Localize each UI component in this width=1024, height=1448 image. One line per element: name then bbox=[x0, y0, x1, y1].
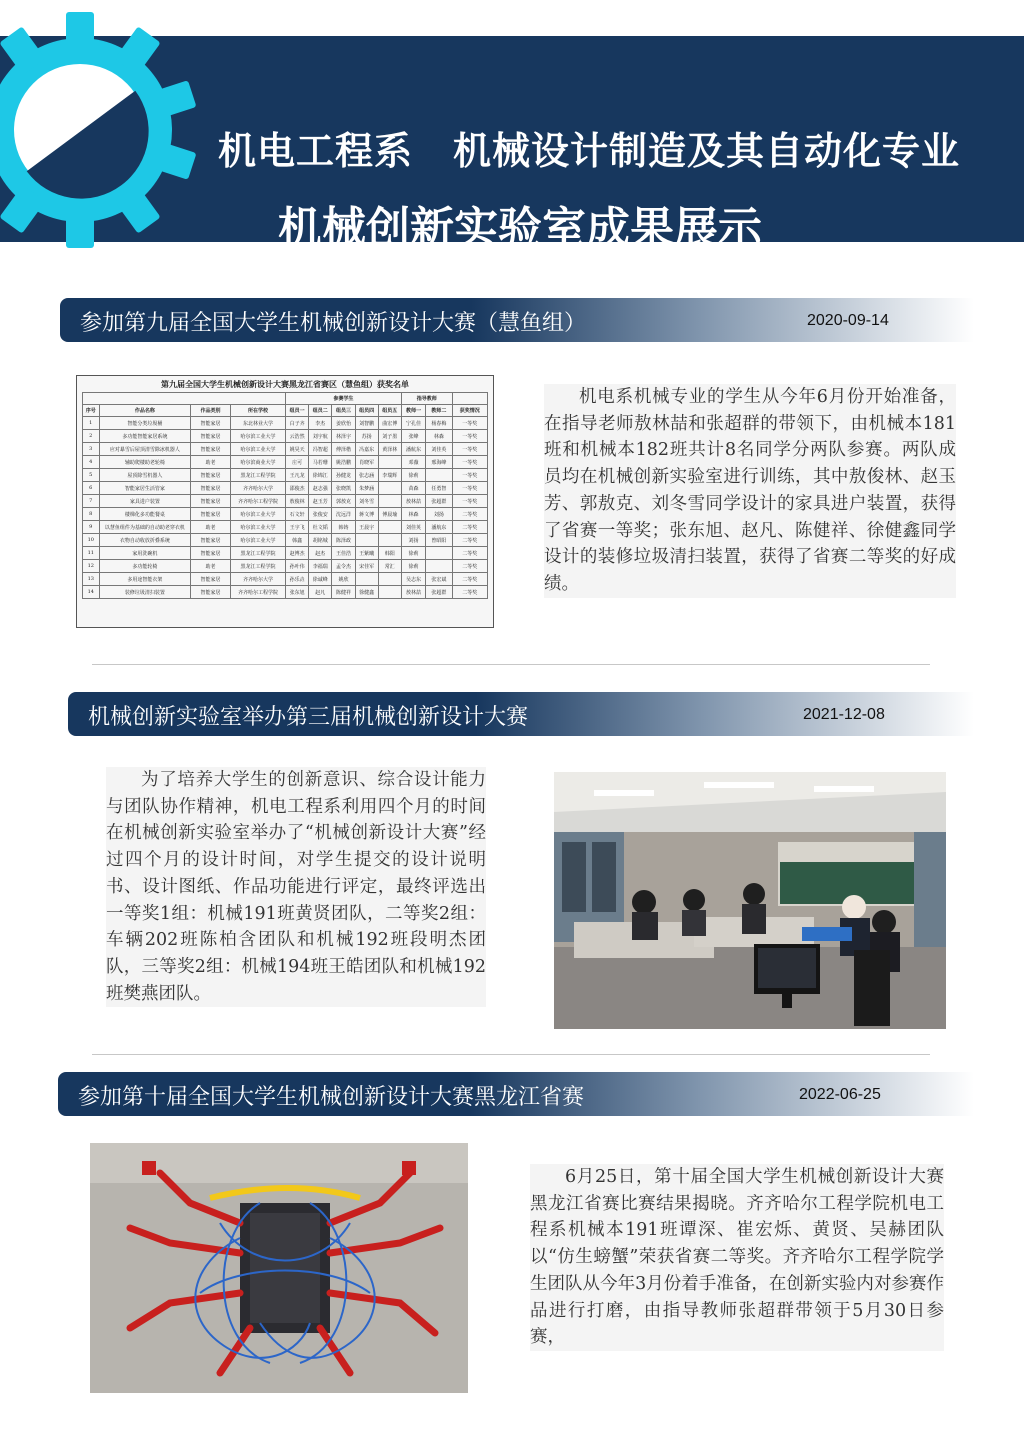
table-cell: 智能家居 bbox=[191, 547, 231, 560]
table-cell: 王佳浩 bbox=[332, 547, 355, 560]
table-cell: 10 bbox=[83, 534, 100, 547]
table-row bbox=[83, 521, 488, 534]
table-row bbox=[83, 508, 488, 521]
department-name: 机电工程系 bbox=[218, 129, 414, 173]
table-cell: 智能家居 bbox=[191, 417, 231, 430]
table-cell: 刘扬 bbox=[426, 508, 452, 521]
table-cell: 苗森 bbox=[401, 482, 425, 495]
classroom-photo-illustration bbox=[554, 772, 946, 1029]
table-cell bbox=[426, 469, 452, 482]
table-cell: 曲宏博 bbox=[378, 417, 401, 430]
table-cell bbox=[378, 521, 401, 534]
table-cell: 14 bbox=[83, 586, 100, 599]
page-title: 机械创新实验室成果展示 bbox=[278, 203, 762, 254]
table-cell: 一等奖 bbox=[452, 495, 487, 508]
table-cell bbox=[355, 534, 378, 547]
table-cell: 黄泽林 bbox=[378, 443, 401, 456]
table-cell bbox=[378, 456, 401, 469]
table-cell: 刘扬 bbox=[401, 534, 425, 547]
table-cell: 家具进户装置 bbox=[99, 495, 191, 508]
award-table-group-header-row bbox=[83, 393, 488, 405]
table-cell: 智能分类垃圾桶 bbox=[99, 417, 191, 430]
table-cell: 马若珊 bbox=[309, 456, 332, 469]
header-department-line bbox=[218, 120, 960, 175]
page-header bbox=[0, 36, 1024, 254]
table-cell: 家用洗碗机 bbox=[99, 547, 191, 560]
award-table-header-cell: 教师二 bbox=[426, 405, 452, 417]
table-cell: 张超群 bbox=[426, 586, 452, 599]
table-cell: 助老 bbox=[191, 521, 231, 534]
award-table-header-cell: 组员四 bbox=[355, 405, 378, 417]
table-cell: 朱梦涵 bbox=[355, 482, 378, 495]
award-table-header-cell: 组员二 bbox=[309, 405, 332, 417]
table-cell: 哈尔滨工业大学 bbox=[230, 521, 285, 534]
table-cell: 杨春梅 bbox=[426, 417, 452, 430]
crab-robot-photo bbox=[90, 1143, 468, 1393]
table-cell: 多功能智能家居系统 bbox=[99, 430, 191, 443]
table-cell: 刘宇航 bbox=[309, 430, 332, 443]
award-table-header-cell: 教师一 bbox=[401, 405, 425, 417]
award-table-header-row bbox=[83, 405, 488, 417]
section-3-date: 2022-06-25 bbox=[799, 1086, 881, 1103]
table-cell: 二等奖 bbox=[452, 573, 487, 586]
table-cell: 智能家居 bbox=[191, 508, 231, 521]
table-cell: 一等奖 bbox=[452, 443, 487, 456]
section-2-title: 机械创新实验室举办第三届机械创新设计大赛 bbox=[88, 705, 529, 730]
classroom-photo bbox=[554, 772, 946, 1029]
table-cell: 郭敖克 bbox=[332, 495, 355, 508]
table-cell bbox=[355, 573, 378, 586]
table-cell: 哈尔滨工业大学 bbox=[230, 508, 285, 521]
table-cell: 傅晨瑜 bbox=[378, 508, 401, 521]
table-cell: 刘佳英 bbox=[426, 443, 452, 456]
table-cell: 陈泽政 bbox=[332, 534, 355, 547]
table-row bbox=[83, 482, 488, 495]
table-cell: 石文轩 bbox=[286, 508, 309, 521]
table-cell: 9 bbox=[83, 521, 100, 534]
table-cell: 一等奖 bbox=[452, 417, 487, 430]
table-cell: 蒋文博 bbox=[355, 508, 378, 521]
table-cell: 11 bbox=[83, 547, 100, 560]
table-cell: 5 bbox=[83, 469, 100, 482]
table-cell: 徐锦江 bbox=[309, 469, 332, 482]
table-cell bbox=[378, 534, 401, 547]
advisors-group-header: 指导教师 bbox=[401, 393, 452, 405]
table-cell: 邢海峰 bbox=[426, 456, 452, 469]
table-cell: 敖林喆 bbox=[401, 586, 425, 599]
table-cell: 助老 bbox=[191, 456, 231, 469]
table-cell: 哈尔滨商业大学 bbox=[230, 456, 285, 469]
table-cell: 助老 bbox=[191, 560, 231, 573]
table-cell: 4 bbox=[83, 456, 100, 469]
table-cell: 二等奖 bbox=[452, 508, 487, 521]
table-cell: 李杰 bbox=[309, 417, 332, 430]
table-cell bbox=[426, 560, 452, 573]
table-row bbox=[83, 430, 488, 443]
table-cell: 二等奖 bbox=[452, 586, 487, 599]
table-cell: 智能家居生活管家 bbox=[99, 482, 191, 495]
table-cell: 齐齐哈尔大学 bbox=[230, 573, 285, 586]
award-table-header-cell: 组员五 bbox=[378, 405, 401, 417]
table-cell: 徐莉 bbox=[401, 469, 425, 482]
table-cell: 装修垃圾清扫装置 bbox=[99, 586, 191, 599]
section-divider-1 bbox=[92, 664, 930, 665]
table-cell: 赵玉芳 bbox=[309, 495, 332, 508]
table-cell: 7 bbox=[83, 495, 100, 508]
table-cell: 孟令杰 bbox=[332, 560, 355, 573]
table-cell: 刘子墨 bbox=[378, 430, 401, 443]
table-row bbox=[83, 495, 488, 508]
table-cell: 赵凡 bbox=[309, 586, 332, 599]
table-cell bbox=[378, 482, 401, 495]
table-cell: 吴志东 bbox=[401, 573, 425, 586]
table-cell: 冯智超 bbox=[309, 443, 332, 456]
table-cell: 宁孔佳 bbox=[401, 417, 425, 430]
table-cell: 刘佳英 bbox=[401, 521, 425, 534]
table-cell: 二等奖 bbox=[452, 560, 487, 573]
table-cell: 一等奖 bbox=[452, 482, 487, 495]
table-cell: 张超群 bbox=[426, 495, 452, 508]
table-cell: 张宏斌 bbox=[426, 573, 452, 586]
table-cell: 韩铸 bbox=[332, 521, 355, 534]
table-row bbox=[83, 547, 488, 560]
table-cell: 庄可 bbox=[286, 456, 309, 469]
section-1-title-bar bbox=[60, 298, 974, 342]
table-cell: 智能家居 bbox=[191, 430, 231, 443]
table-cell: 屋顶除雪机器人 bbox=[99, 469, 191, 482]
table-row bbox=[83, 534, 488, 547]
award-table-header-cell: 序号 bbox=[83, 405, 100, 417]
table-cell: 黑龙江工程学院 bbox=[230, 469, 285, 482]
table-cell: 姚浩鹏 bbox=[332, 456, 355, 469]
table-cell: 齐齐哈尔大学 bbox=[230, 482, 285, 495]
table-cell: 3 bbox=[83, 443, 100, 456]
section-1-title: 参加第九届全国大学生机械创新设计大赛（慧鱼组） bbox=[80, 311, 587, 336]
table-cell: 敖俊林 bbox=[286, 495, 309, 508]
major-name: 机械设计制造及其自动化专业 bbox=[453, 129, 961, 173]
table-cell: 邵俊杰 bbox=[286, 482, 309, 495]
table-cell: 韩鑫 bbox=[286, 534, 309, 547]
table-cell: 应对暴雪后屋顶清雪除冰机器人 bbox=[99, 443, 191, 456]
table-cell: 曾昭阳 bbox=[426, 534, 452, 547]
table-cell: 智能家居 bbox=[191, 482, 231, 495]
award-table-header-cell: 组员三 bbox=[332, 405, 355, 417]
section-3-title: 参加第十届全国大学生机械创新设计大赛黑龙江省赛 bbox=[78, 1085, 585, 1110]
section-3-text: 6月25日，第十届全国大学生机械创新设计大赛黑龙江省赛比赛结果揭晓。齐齐哈尔工程学院机电工程系机械本191班谭深、崔宏烁、黄贤、吴赫团队以“仿生螃蟹”荣获省赛二等奖。齐齐哈尔工程学院学生团队从今年3月份着手准备，在创新实验内对参赛作品进行打磨，由指导教师张超群带领于5月30日参赛， bbox=[530, 1164, 944, 1351]
participants-group-header: 参赛学生 bbox=[286, 393, 402, 405]
award-table-body bbox=[83, 417, 488, 599]
award-table-header-cell: 作品名称 bbox=[99, 405, 191, 417]
section-divider-2 bbox=[92, 1054, 930, 1055]
table-cell: 沈远洋 bbox=[332, 508, 355, 521]
table-cell: 潘航东 bbox=[401, 443, 425, 456]
table-cell: 一等奖 bbox=[452, 456, 487, 469]
table-cell: 2 bbox=[83, 430, 100, 443]
award-table-header-cell: 组员一 bbox=[286, 405, 309, 417]
table-cell: 一等奖 bbox=[452, 469, 487, 482]
table-cell: 多用途智能衣架 bbox=[99, 573, 191, 586]
table-cell: 敖林喆 bbox=[401, 495, 425, 508]
table-cell: 徐莉 bbox=[401, 547, 425, 560]
table-row bbox=[83, 417, 488, 430]
table-cell: 衣物自动收放折叠系统 bbox=[99, 534, 191, 547]
award-table bbox=[82, 392, 488, 599]
table-cell: 多功能轮椅 bbox=[99, 560, 191, 573]
table-cell: 林森 bbox=[426, 430, 452, 443]
table-cell: 赵博杰 bbox=[286, 547, 309, 560]
table-cell: 智能家居 bbox=[191, 586, 231, 599]
table-cell: 潘航东 bbox=[426, 521, 452, 534]
gear-icon bbox=[0, 10, 200, 250]
table-row bbox=[83, 469, 488, 482]
table-cell: 杜文韬 bbox=[309, 521, 332, 534]
table-cell: 赵杰 bbox=[309, 547, 332, 560]
table-cell: 云浩然 bbox=[286, 430, 309, 443]
table-cell: 张峰 bbox=[401, 430, 425, 443]
section-2-date: 2021-12-08 bbox=[803, 706, 885, 723]
table-cell: 一等奖 bbox=[452, 430, 487, 443]
table-row bbox=[83, 573, 488, 586]
table-cell: 张晓凯 bbox=[332, 482, 355, 495]
table-cell: 肖晓军 bbox=[355, 456, 378, 469]
table-cell: 刘冬雪 bbox=[355, 495, 378, 508]
table-cell: 苏扬 bbox=[355, 430, 378, 443]
table-cell: 徐诚峰 bbox=[309, 573, 332, 586]
crab-robot-illustration bbox=[90, 1143, 468, 1393]
table-cell: 姜欣怡 bbox=[332, 417, 355, 430]
section-2-title-bar bbox=[68, 692, 974, 736]
table-cell bbox=[378, 495, 401, 508]
table-cell: 陈健祥 bbox=[332, 586, 355, 599]
table-cell: 哈尔滨工业大学 bbox=[230, 430, 285, 443]
table-cell: 傅泽楷 bbox=[332, 443, 355, 456]
table-cell: 林森 bbox=[401, 508, 425, 521]
table-cell: 智能家居 bbox=[191, 469, 231, 482]
table-cell: 二等奖 bbox=[452, 521, 487, 534]
table-cell: 邓薇 bbox=[401, 456, 425, 469]
table-cell bbox=[426, 547, 452, 560]
table-cell: 黑龙江工程学院 bbox=[230, 560, 285, 573]
table-cell: 8 bbox=[83, 508, 100, 521]
table-cell: 1 bbox=[83, 417, 100, 430]
table-cell: 白子齐 bbox=[286, 417, 309, 430]
table-cell: 冯嘉东 bbox=[355, 443, 378, 456]
section-3-title-bar bbox=[58, 1072, 974, 1116]
table-cell: 刘智鹏 bbox=[355, 417, 378, 430]
table-cell: 智能家居 bbox=[191, 534, 231, 547]
table-cell: 李瑞辉 bbox=[378, 469, 401, 482]
table-cell: 姚昊天 bbox=[286, 443, 309, 456]
table-cell: 宋佳军 bbox=[355, 560, 378, 573]
table-cell bbox=[378, 573, 401, 586]
table-cell: 胡铭城 bbox=[309, 534, 332, 547]
table-cell: 林泽宇 bbox=[332, 430, 355, 443]
table-cell: 徐健鑫 bbox=[355, 586, 378, 599]
table-cell: 东北林业大学 bbox=[230, 417, 285, 430]
table-cell: 孙叶伟 bbox=[286, 560, 309, 573]
table-cell: 孙健龙 bbox=[332, 469, 355, 482]
table-cell: 张东旭 bbox=[286, 586, 309, 599]
table-cell: 6 bbox=[83, 482, 100, 495]
section-2-text: 为了培养大学生的创新意识、综合设计能力与团队协作精神，机电工程系利用四个月的时间在机械创新实验室举办了“机械创新设计大赛”经过四个月的设计时间，对学生提交的设计说明书、设计图纸、作品功能进行评定，最终评选出一等奖1组：机械191班黄贤团队，二等奖2组：车辆202班陈柏含团队和机械192班段明杰团队，三等奖2组：机械194班王皓团队和机械192班樊燕团队。 bbox=[106, 767, 486, 1007]
table-cell: 徐莉 bbox=[401, 560, 425, 573]
table-cell: 以慧鱼组件为基础的自动助老穿衣机 bbox=[99, 521, 191, 534]
table-row bbox=[83, 443, 488, 456]
table-cell: 13 bbox=[83, 573, 100, 586]
table-cell: 李福瑞 bbox=[309, 560, 332, 573]
table-cell: 黑龙江工程学院 bbox=[230, 547, 285, 560]
award-table-title: 第九届全国大学生机械创新设计大赛黑龙江省赛区（慧鱼组）获奖名单 bbox=[161, 379, 409, 389]
table-cell: 赵志强 bbox=[309, 482, 332, 495]
table-row bbox=[83, 560, 488, 573]
table-cell: 楼梯化多功能餐桌 bbox=[99, 508, 191, 521]
table-cell: 张志涵 bbox=[355, 469, 378, 482]
table-cell: 常汇 bbox=[378, 560, 401, 573]
table-cell: 哈尔滨工业大学 bbox=[230, 443, 285, 456]
award-table-header-cell: 获奖情况 bbox=[452, 405, 487, 417]
section-1-text: 机电系机械专业的学生从今年6月份开始准备，在指导老师敖林喆和张超群的带领下，由机械本181班和机械本182班共计8名同学分两队参赛。两队成员均在机械创新实验室进行训练，其中敖俊林、赵玉芳、郭敖克、刘冬雪同学设计的家具进户装置，获得了省赛一等奖；张东旭、赵凡、陈健祥、徐健鑫同学设计的装修垃圾清扫装置，获得了省赛二等奖的好成绩。 bbox=[544, 384, 956, 598]
table-cell: 王紫曦 bbox=[355, 547, 378, 560]
award-table-header-cell: 所在学校 bbox=[230, 405, 285, 417]
award-list-image bbox=[76, 375, 494, 628]
table-cell: 王宇飞 bbox=[286, 521, 309, 534]
table-cell: 智能家居 bbox=[191, 443, 231, 456]
table-cell: 齐齐哈尔工程学院 bbox=[230, 586, 285, 599]
table-cell: 孙乐垚 bbox=[286, 573, 309, 586]
table-row bbox=[83, 456, 488, 469]
award-table-header-cell: 作品类别 bbox=[191, 405, 231, 417]
table-cell: 12 bbox=[83, 560, 100, 573]
table-cell: 二等奖 bbox=[452, 534, 487, 547]
table-cell: 姚欣 bbox=[332, 573, 355, 586]
table-cell: 齐齐哈尔工程学院 bbox=[230, 495, 285, 508]
table-cell: 韩阳 bbox=[378, 547, 401, 560]
table-cell: 王凡龙 bbox=[286, 469, 309, 482]
table-cell: 张俊安 bbox=[309, 508, 332, 521]
table-cell bbox=[378, 586, 401, 599]
table-cell: 王晨宇 bbox=[355, 521, 378, 534]
table-cell: 二等奖 bbox=[452, 547, 487, 560]
table-cell: 哈尔滨工业大学 bbox=[230, 534, 285, 547]
section-1-date: 2020-09-14 bbox=[807, 312, 889, 329]
table-cell: 辅助爬楼助老轮椅 bbox=[99, 456, 191, 469]
table-row bbox=[83, 586, 488, 599]
table-cell: 智能家居 bbox=[191, 495, 231, 508]
table-cell: 智能家居 bbox=[191, 573, 231, 586]
table-cell: 任勇智 bbox=[426, 482, 452, 495]
